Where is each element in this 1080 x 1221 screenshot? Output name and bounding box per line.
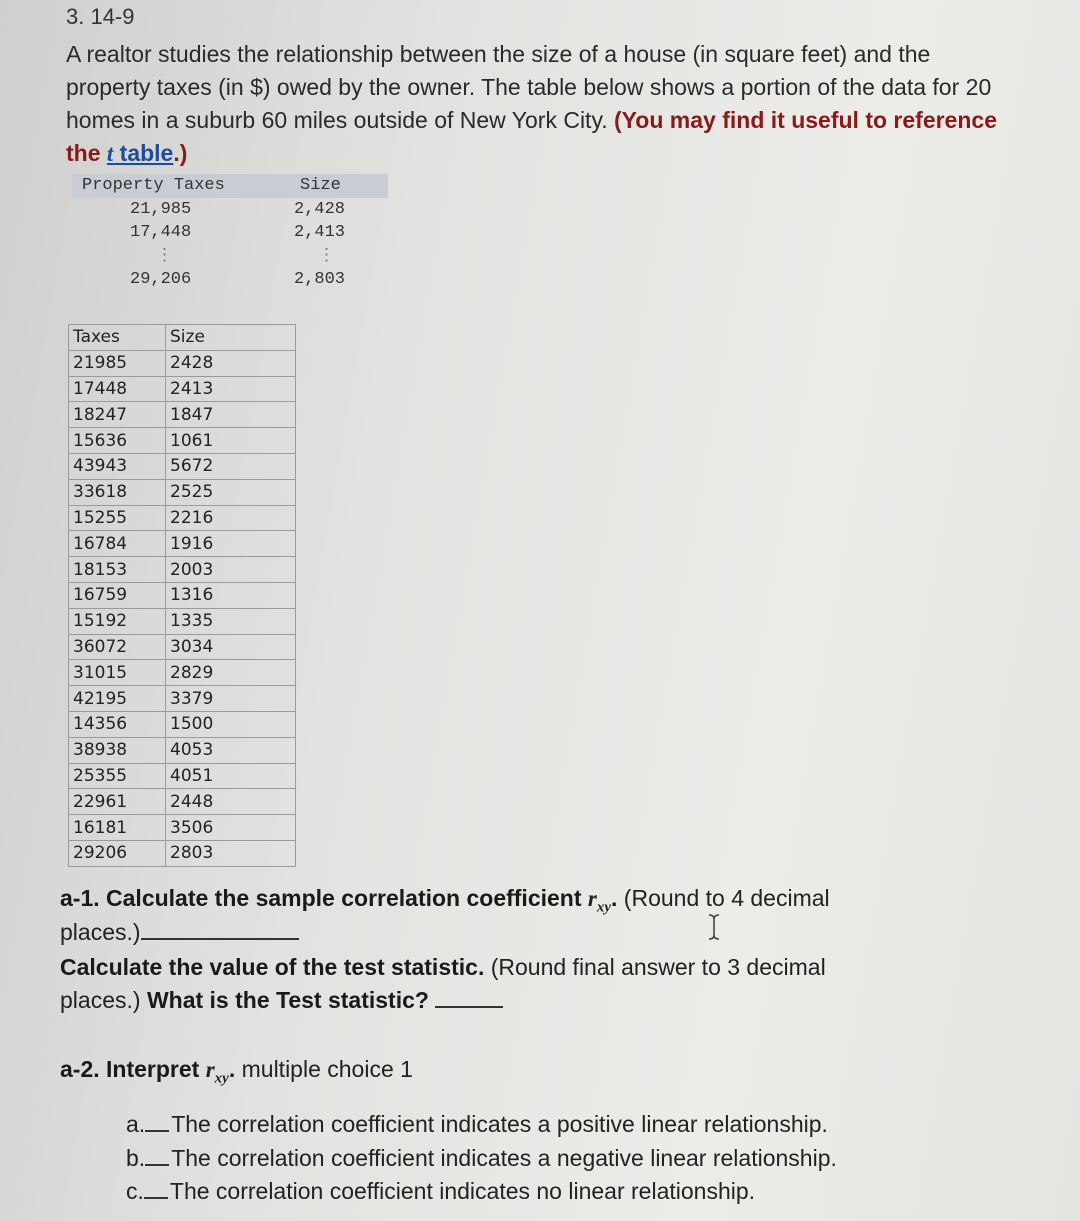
taxes-cell: 18153: [69, 557, 166, 583]
intro-emphasis: (You may find it useful to reference the t table.): [66, 107, 997, 166]
question-intro: [66, 38, 1016, 170]
table-row: [69, 686, 296, 712]
table-row: [69, 505, 296, 531]
preview-header-size: Size: [300, 176, 341, 195]
table-row: [69, 428, 296, 454]
size-cell: 1500: [166, 711, 296, 737]
preview-table: [72, 174, 390, 296]
choice-b[interactable]: b. The correlation coefficient indicates a negative linear relationship.: [126, 1145, 837, 1171]
preview-header-taxes: Property Taxes: [82, 176, 225, 195]
test-stat-question: What is the Test statistic?: [146, 987, 429, 1013]
question-test-statistic-line2: places.) What is the Test statistic?: [60, 984, 503, 1017]
taxes-cell: 15255: [69, 505, 166, 531]
table-row: [69, 453, 296, 479]
size-cell: 2525: [166, 479, 296, 505]
taxes-cell: 43943: [69, 453, 166, 479]
size-cell: 2803: [166, 840, 296, 866]
size-cell: 2448: [166, 789, 296, 815]
table-row: [69, 660, 296, 686]
header-taxes: Taxes: [69, 325, 166, 351]
preview-cell: 29,206: [130, 270, 192, 289]
r-xy-symbol: $r_{xy}$: [587, 886, 612, 916]
a2-label: a-2. Interpret: [60, 1056, 206, 1082]
preview-ellipsis: ⋮: [318, 247, 335, 266]
taxes-cell: 15636: [69, 428, 166, 454]
a1-instruction: (Round to 4 decimal: [617, 885, 830, 911]
taxes-cell: 14356: [69, 711, 166, 737]
choice-a-text: The correlation coefficient indicates a positive linear relationship.: [171, 1111, 828, 1137]
taxes-cell: 18247: [69, 402, 166, 428]
test-stat-label: Calculate the value of the test statistic.: [60, 954, 485, 980]
table-row: [69, 634, 296, 660]
question-number: 3. 14-9: [66, 4, 135, 29]
size-cell: 1316: [166, 582, 296, 608]
table-row: [69, 815, 296, 841]
size-cell: 2216: [166, 505, 296, 531]
table-header-row: [69, 325, 296, 351]
table-row: [69, 402, 296, 428]
preview-cell: 2,803: [294, 270, 346, 289]
size-cell: 3034: [166, 634, 296, 660]
text-cursor-icon: [706, 913, 722, 941]
taxes-cell: 16759: [69, 582, 166, 608]
size-cell: 3379: [166, 686, 296, 712]
taxes-cell: 15192: [69, 608, 166, 634]
size-cell: 3506: [166, 815, 296, 841]
preview-cell: 21,985: [130, 200, 192, 219]
preview-ellipsis: ⋮: [156, 247, 173, 266]
taxes-cell: 29206: [69, 840, 166, 866]
t-table-link[interactable]: t table: [106, 140, 174, 166]
question-test-statistic: Calculate the value of the test statistic. (Round final answer to 3 decimal: [60, 954, 826, 980]
table-row: [69, 711, 296, 737]
choice-c[interactable]: c. The correlation coefficient indicates no linear relationship.: [126, 1178, 756, 1204]
taxes-cell: 16181: [69, 815, 166, 841]
multiple-choice-title: multiple choice 1: [235, 1056, 413, 1082]
size-cell: 2829: [166, 660, 296, 686]
choice-b-text: The correlation coefficient indicates a negative linear relationship.: [171, 1145, 837, 1171]
correlation-answer-blank[interactable]: [141, 938, 299, 940]
header-size: Size: [166, 325, 296, 351]
taxes-cell: 16784: [69, 531, 166, 557]
table-row: [69, 557, 296, 583]
table-row: [69, 608, 296, 634]
table-row: [69, 350, 296, 376]
question-a1: a-1. Calculate the sample correlation coefficient $r_{xy}$. (Round to 4 decimal: [60, 885, 830, 916]
taxes-cell: 22961: [69, 789, 166, 815]
size-cell: 2428: [166, 350, 296, 376]
table-row: [69, 479, 296, 505]
preview-cell: 2,413: [294, 223, 346, 242]
table-row: [69, 582, 296, 608]
data-table: [68, 324, 296, 867]
table-row: [69, 376, 296, 402]
intro-text: A realtor studies the relationship between the size of a house (in square feet) and the property taxes (in $) owed by the owner. The table below shows a portion of the data for 20 homes in a suburb 60 miles outside of New York City.: [66, 41, 992, 133]
size-cell: 1847: [166, 402, 296, 428]
size-cell: 2003: [166, 557, 296, 583]
taxes-cell: 17448: [69, 376, 166, 402]
preview-cell: 2,428: [294, 200, 346, 219]
table-row: [69, 531, 296, 557]
size-cell: 4053: [166, 737, 296, 763]
taxes-cell: 31015: [69, 660, 166, 686]
size-cell: 2413: [166, 376, 296, 402]
size-cell: 1335: [166, 608, 296, 634]
taxes-cell: 38938: [69, 737, 166, 763]
test-statistic-answer-blank[interactable]: [435, 1006, 503, 1008]
table-row: [69, 763, 296, 789]
choice-a[interactable]: a. The correlation coefficient indicates a positive linear relationship.: [126, 1111, 828, 1137]
taxes-cell: 33618: [69, 479, 166, 505]
preview-cell: 17,448: [130, 223, 192, 242]
taxes-cell: 42195: [69, 686, 166, 712]
taxes-cell: 25355: [69, 763, 166, 789]
a1-label: a-1. Calculate the sample correlation coefficient: [60, 885, 588, 911]
taxes-cell: 21985: [69, 350, 166, 376]
taxes-cell: 36072: [69, 634, 166, 660]
r-xy-symbol: $r_{xy}$: [205, 1057, 229, 1087]
size-cell: 1916: [166, 531, 296, 557]
table-row: [69, 789, 296, 815]
size-cell: 4051: [166, 763, 296, 789]
table-row: [69, 840, 296, 866]
table-row: [69, 737, 296, 763]
size-cell: 1061: [166, 428, 296, 454]
size-cell: 5672: [166, 453, 296, 479]
question-a2: a-2. Interpret $r_{xy}$. multiple choice 1: [60, 1056, 413, 1087]
choice-c-text: The correlation coefficient indicates no linear relationship.: [169, 1178, 756, 1204]
question-a1-line2: places.): [60, 916, 299, 949]
